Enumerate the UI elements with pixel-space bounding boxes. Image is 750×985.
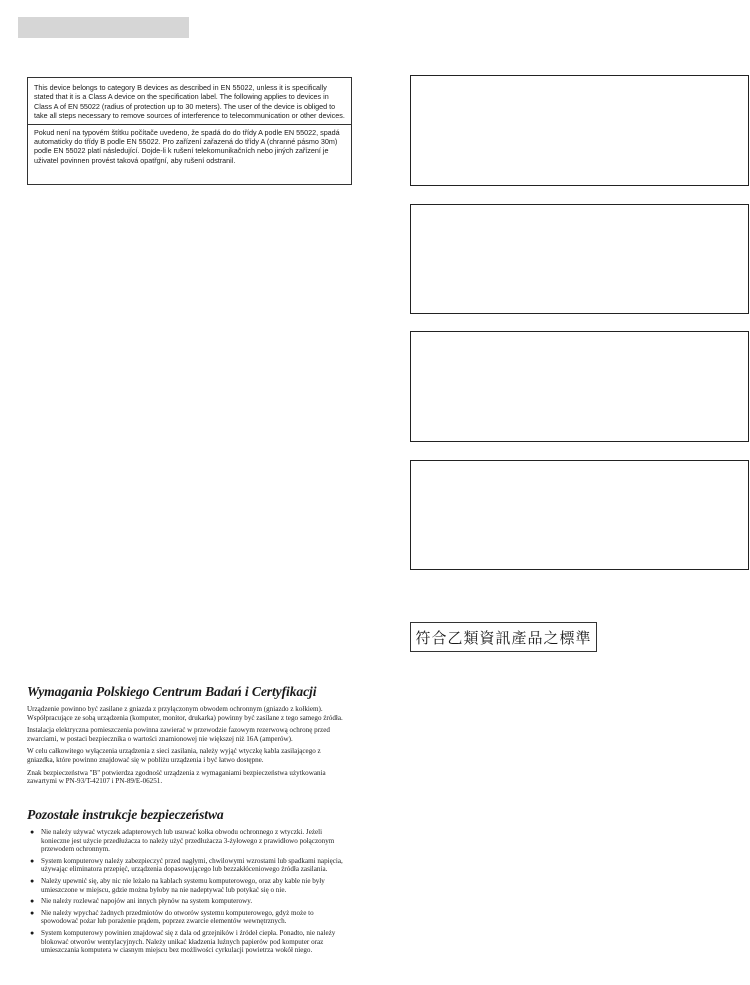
notice-divider bbox=[28, 124, 351, 125]
pcbc-paragraph: Instalacja elektryczna pomieszczenia powinna zawierać w przewodzie fazowym rezerwową ochronę przed zwarciami, w postaci bezpiecznika o wartości znamionowej nie większej niż 16A (amperów). bbox=[27, 726, 330, 743]
taiwan-class-b-label: 符合乙類資訊產品之標準 bbox=[410, 622, 597, 652]
bullet-icon: ● bbox=[30, 828, 35, 836]
emc-notice-english: This device belongs to category B devices as described in EN 55022, unless it is specifically stated that it is a Class A device on the specification label. The following applies to devices in Class A of EN 55022 (radius of protection up to 30 meters). The user of the device is obliged to take all steps necessary to remove sources of interference to telecommunication or other devices. bbox=[34, 83, 345, 121]
other-instructions-title: Pozostałe instrukcje bezpieczeństwa bbox=[27, 807, 224, 822]
bullet-icon: ● bbox=[30, 856, 35, 865]
pcbc-title: Wymagania Polskiego Centrum Badań i Certyfikacji bbox=[27, 684, 317, 699]
pcbc-paragraph: Znak bezpieczeństwa "B" potwierdza zgodność urządzenia z wymaganiami bezpieczeństwa użytkowania zawartymi w PN-93/T-42107 i PN-89/E-06251. bbox=[27, 768, 326, 786]
bullet-icon: ● bbox=[30, 908, 35, 917]
bullet-icon: ● bbox=[30, 928, 35, 937]
blank-box-3 bbox=[410, 331, 749, 442]
header-bar bbox=[18, 17, 189, 38]
list-item: ● System komputerowy powinien znajdować się z dala od grzejników i źródeł ciepła. Ponadto, nie należy blokować otworów wentylacyjnych. Należy unikać kładzenia luźnych papierów pod komputer oraz umieszczania komputera w ciasnym miejscu bez możliwości cyrkulacji powietrza wokół niego. bbox=[30, 928, 336, 955]
pcbc-paragraph: W celu całkowitego wyłączenia urządzenia z sieci zasilania, należy wyjąć wtyczkę kabla zasilającego z gniazdka, które powinno znajdować się w pobliżu urządzenia i być łatwo dostępne. bbox=[27, 747, 321, 764]
list-item: ● System komputerowy należy zabezpieczyć przed nagłymi, chwilowymi wzrostami lub spadkami napięcia, używając eliminatora przepięć, urządzenia dopasowującego lub bezzakłóceniowego źródła zasilania. bbox=[30, 856, 343, 874]
list-item: ● Nie należy rozlewać napojów ani innych płynów na system komputerowy. bbox=[30, 897, 253, 906]
emc-notice-box bbox=[27, 77, 352, 185]
list-item: ● Nie należy wpychać żadnych przedmiotów do otworów systemu komputerowego, gdyż może to spowodować pożar lub porażenie prądem, poprzez zwarcie elementów wewnętrznych. bbox=[30, 908, 314, 926]
blank-box-2 bbox=[410, 204, 749, 314]
list-item: ● Nie należy używać wtyczek adapterowych lub usuwać kołka obwodu ochronnego z wtyczki. Jeżeli konieczne jest użycie przedłużacza to należy użyć przedłużacza 3-żyłowego z prawidłowo połączonym przewodem ochronnym. bbox=[30, 828, 335, 854]
blank-box-1 bbox=[410, 75, 749, 186]
pcbc-paragraph: Urządzenie powinno być zasilane z gniazda z przyłączonym obwodem ochronnym (gniazdo z kołkiem). Współpracujące ze sobą urządzenia (komputer, monitor, drukarka) powinny być zasilane z tego samego źródła. bbox=[27, 705, 343, 722]
pcbc-paragraphs bbox=[27, 705, 347, 790]
emc-notice-czech: Pokud není na typovém štítku počítače uvedeno, že spadá do do třídy A podle EN 55022, spadá automaticky do třídy B podle EN 55022. Pro zařízení zařazená do třídy A (chranné pásmo 30m) podle EN 55022 platí následující. Dojde-li k rušení telekomunikačních nebo jiných zařízení je uživatel povinnen provést taková opatřgní, aby rušení odstranil. bbox=[34, 127, 340, 165]
other-instructions-list bbox=[27, 828, 347, 958]
list-item: ● Należy upewnić się, aby nic nie leżało na kablach systemu komputerowego, oraz aby kable nie były umieszczone w miejscu, gdzie można byłoby na nie nadeptywać lub potykać się o nie. bbox=[30, 876, 325, 894]
blank-box-4 bbox=[410, 460, 749, 570]
bullet-icon: ● bbox=[30, 897, 35, 906]
bullet-icon: ● bbox=[30, 876, 35, 885]
